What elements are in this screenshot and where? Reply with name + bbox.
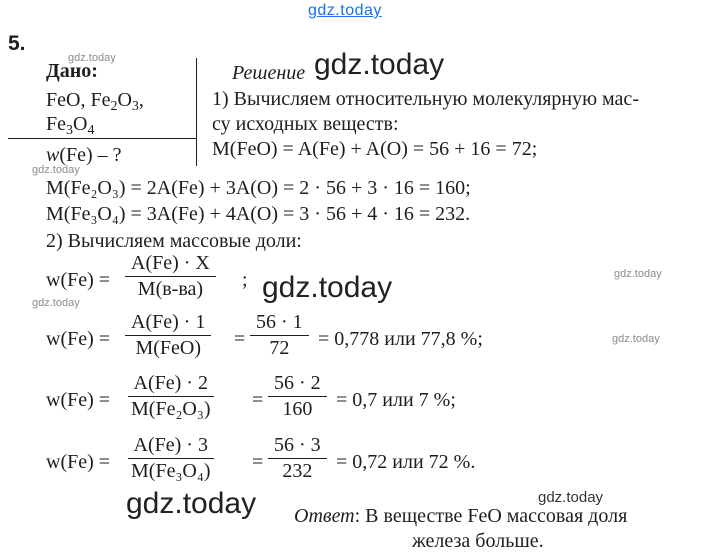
watermark-small: gdz.today [32,164,80,176]
fe3o4-fraction [125,434,217,483]
watermark-small: gdz.today [68,52,116,64]
fe3o4-value-fraction [268,434,327,483]
watermark-medium: gdz.today [538,489,604,506]
fe2o3-result: = 0,7 или 7 %; [336,389,456,411]
mr-fe2o3: M(Fe₂O₃) = 2A(Fe) + 3A(O) = 2 · 56 + 3 · 16 = 160; [46,177,471,199]
mr-feo: M(FeO) = A(Fe) + A(O) = 56 + 16 = 72; [212,138,538,160]
feo-numerator: A(Fe) · 1 [125,311,211,336]
formula-numerator: A(Fe) · X [125,252,216,277]
answer-line2: железа больше. [412,530,544,552]
watermark-large: gdz.today [126,487,257,520]
given-divider [8,138,196,139]
problem-number: 5. [8,32,26,55]
solution-title: Решение [232,62,306,84]
feo-lhs: w(Fe) = [46,328,111,350]
formula-denominator: M(в-ва) [137,278,204,300]
watermark-small: gdz.today [32,297,80,309]
feo-denominator: M(FeO) [135,337,201,359]
watermark-large: gdz.today [262,271,393,304]
formula-lhs: w(Fe) = [46,269,111,291]
watermark-top: gdz.today [308,2,382,19]
feo-value-numerator: 56 · 1 [250,311,309,336]
fe3o4-equals: = [252,451,264,473]
feo-value-fraction [250,311,309,360]
fe2o3-numerator: A(Fe) · 2 [128,372,214,397]
fe3o4-numerator: A(Fe) · 3 [128,434,214,459]
fe3o4-denominator: M(Fe₃O₄) [131,460,211,482]
feo-result: = 0,778 или 77,8 %; [318,328,483,350]
find-line: w(Fe) – ? [46,144,122,166]
feo-fraction [125,311,211,360]
formula-fraction [125,252,216,301]
step1-line1: 1) Вычисляем относительную молекулярную мас- [212,88,639,110]
given-line-1: FeO, $Fe_2O_3$, [46,89,144,114]
feo-equals: = [234,328,246,350]
fe3o4-value-denominator: 232 [282,460,313,482]
watermark-small: gdz.today [614,268,662,280]
fe3o4-result: = 0,72 или 72 %. [336,451,476,473]
given-line-2: $Fe_3O_4$ [46,113,95,138]
fe2o3-denominator: M(Fe₂O₃) [131,398,211,420]
formula-end: ; [242,269,248,291]
given-title: Дано: [46,60,98,82]
watermark-small: gdz.today [612,333,660,345]
step1-line2: су исходных веществ: [212,113,399,135]
mr-fe3o4: M(Fe₃O₄) = 3A(Fe) + 4A(O) = 3 · 56 + 4 · 16 = 232. [46,203,471,225]
fe2o3-fraction [125,372,217,421]
fe2o3-value-numerator: 56 · 2 [268,372,327,397]
answer-label: Ответ [294,505,355,527]
fe2o3-equals: = [252,389,264,411]
step2-title: 2) Вычисляем массовые доли: [46,230,302,252]
given-separator [196,58,197,166]
answer-line1: Ответ: В веществе FeO массовая доля [294,505,628,527]
watermark-large: gdz.today [314,48,445,81]
fe3o4-value-numerator: 56 · 3 [268,434,327,459]
feo-value-denominator: 72 [269,337,290,359]
fe2o3-value-denominator: 160 [282,398,313,420]
fe2o3-value-fraction [268,372,327,421]
fe3o4-lhs: w(Fe) = [46,451,111,473]
fe2o3-lhs: w(Fe) = [46,389,111,411]
